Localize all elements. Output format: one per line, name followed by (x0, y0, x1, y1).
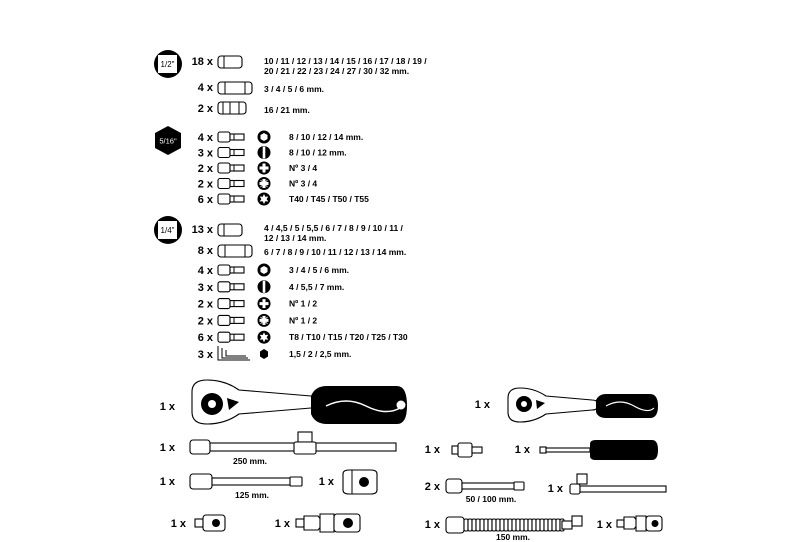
bit-socket-icon (218, 299, 244, 309)
bit-socket-icon (218, 179, 244, 189)
tool-qty: 1 x (424, 444, 440, 456)
deep-socket-icon (218, 82, 252, 94)
tool-qty: 1 x (159, 401, 175, 413)
row-sizes: 20 / 21 / 22 / 23 / 24 / 27 / 30 / 32 mm. (264, 66, 410, 76)
tool-screwdriver-handle (515, 440, 658, 460)
tool-length: 125 mm. (234, 490, 270, 500)
drive-label: 1/4" (160, 226, 175, 235)
bit-socket-icon (218, 132, 244, 142)
section-quarter-inch (154, 216, 406, 257)
hex-icon (258, 131, 271, 144)
drive-label: 1/2" (160, 60, 175, 69)
row-sizes: 4 / 4,5 / 5 / 5,5 / 6 / 7 / 8 / 9 / 10 / 11 / (264, 223, 403, 233)
drive-label: 5/16" (159, 136, 177, 146)
bit-socket-icon (218, 265, 244, 275)
tool-universal-joint-small (597, 516, 662, 531)
row-sizes: 8 / 10 / 12 mm. (289, 147, 347, 158)
bit-socket-icon (218, 332, 244, 342)
row-sizes: 3 / 4 / 5 / 6 mm. (264, 84, 325, 94)
tool-qty: 1 x (514, 444, 530, 456)
row-qty: 4 x (197, 82, 213, 94)
tool-large-ratchet (160, 380, 407, 424)
bit-socket-icon (218, 194, 244, 204)
hex-key-icon (218, 346, 250, 360)
phillips-icon (258, 162, 271, 175)
tool-qty: 1 x (474, 399, 490, 411)
tool-qty: 1 x (159, 476, 175, 488)
tool-qty: 1 x (547, 483, 563, 495)
socket-icon (218, 224, 242, 236)
row-qty: 2 x (197, 298, 213, 311)
phillips-icon (258, 297, 271, 310)
tool-qty: 1 x (159, 442, 175, 454)
drive-hex-icon (155, 126, 181, 155)
row-qty: 6 x (197, 194, 213, 206)
spark-plug-socket-icon (218, 102, 246, 114)
deep-socket-icon (218, 245, 252, 257)
socket-icon (218, 56, 242, 68)
row-qty: 2 x (197, 315, 213, 328)
row-sizes: 1,5 / 2 / 2,5 mm. (289, 349, 352, 359)
tool-length: 50 / 100 mm. (465, 494, 517, 504)
row-qty: 18 x (191, 56, 213, 68)
row-sizes: 16 / 21 mm. (264, 105, 310, 115)
tool-qty: 1 x (318, 476, 334, 488)
tool-qty: 1 x (596, 519, 612, 531)
row-qty: 3 x (197, 281, 213, 294)
section-5-16-inch (155, 126, 181, 155)
tool-t-handle-small (548, 474, 666, 495)
bit-socket-icon (218, 148, 244, 158)
drive-square-icon (154, 50, 182, 78)
tool-qty: 2 x (424, 481, 440, 493)
row-qty: 2 x (197, 178, 213, 191)
slotted-icon (258, 280, 271, 293)
bit-socket-icon (218, 163, 244, 173)
tool-socket-adapter (319, 470, 377, 494)
tool-bit-adapter (425, 443, 482, 457)
row-sizes: Nº 3 / 4 (289, 178, 318, 189)
tool-flexible-extension (425, 516, 582, 542)
tool-small-ratchet (475, 388, 658, 422)
hex-icon (258, 264, 271, 277)
tool-extension-125 (160, 474, 302, 500)
bit-socket-icon (218, 282, 244, 292)
row-qty: 3 x (197, 147, 213, 160)
row-sizes: Nº 3 / 4 (289, 163, 318, 173)
slotted-icon (258, 146, 271, 159)
row-qty: 3 x (197, 349, 213, 361)
torx-icon (258, 331, 271, 344)
row-sizes: Nº 1 / 2 (289, 315, 318, 326)
tool-qty: 1 x (170, 518, 186, 530)
row-sizes: T40 / T45 / T50 / T55 (289, 194, 369, 204)
pozidriv-icon (258, 177, 271, 190)
row-qty: 4 x (197, 265, 213, 277)
tool-universal-joint-large (275, 514, 360, 532)
drive-square-icon (154, 216, 182, 244)
tool-extensions-small (425, 479, 524, 504)
row-qty: 2 x (197, 163, 213, 175)
hex-tip-icon (260, 349, 268, 359)
section-half-inch (154, 50, 427, 115)
tool-qty: 1 x (424, 519, 440, 531)
torx-icon (258, 193, 271, 206)
bit-socket-icon (218, 315, 244, 325)
pozidriv-icon (258, 314, 271, 327)
row-qty: 13 x (191, 224, 213, 236)
row-sizes: 10 / 11 / 12 / 13 / 14 / 15 / 16 / 17 / 18 / 19 / (264, 56, 427, 66)
row-qty: 8 x (197, 245, 213, 257)
row-sizes: 12 / 13 / 14 mm. (264, 233, 327, 243)
tool-t-bar (160, 432, 396, 466)
row-sizes: 6 / 7 / 8 / 9 / 10 / 11 / 12 / 13 / 14 mm. (264, 247, 407, 257)
tool-length: 250 mm. (232, 456, 268, 466)
row-qty: 4 x (197, 132, 213, 144)
row-sizes: Nº 1 / 2 (289, 298, 318, 309)
row-sizes: T8 / T10 / T15 / T20 / T25 / T30 (289, 332, 408, 343)
tool-length: 150 mm. (495, 532, 531, 542)
row-qty: 6 x (197, 332, 213, 345)
row-qty: 2 x (197, 103, 213, 115)
row-sizes: 8 / 10 / 12 / 14 mm. (289, 132, 364, 142)
row-sizes: 4 / 5,5 / 7 mm. (289, 281, 345, 292)
row-sizes: 3 / 4 / 5 / 6 mm. (289, 265, 350, 275)
tool-qty: 1 x (274, 518, 290, 530)
tool-adapter-small (171, 515, 225, 531)
